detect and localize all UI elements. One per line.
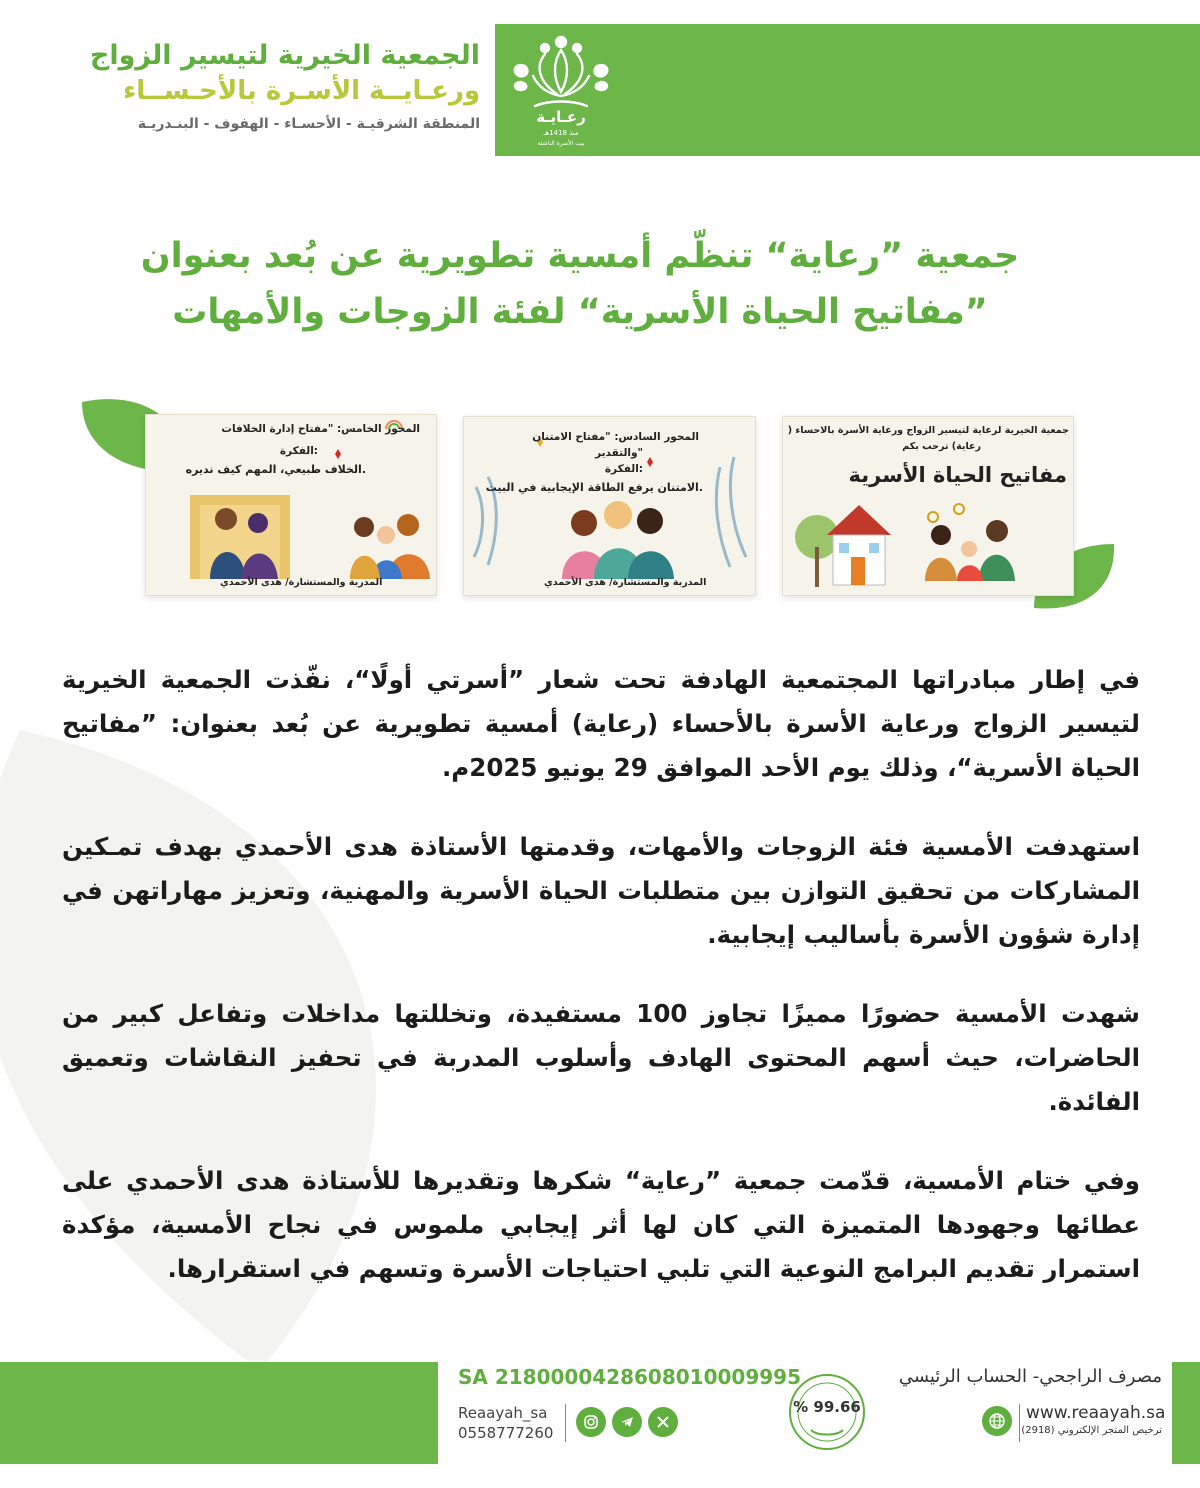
org-name: [20, 38, 480, 136]
slide3-title: مفاتيح الحياة الأسرية: [848, 463, 1067, 487]
article-body: [62, 658, 1140, 1326]
slide-photo-gratitude: [463, 416, 756, 596]
slide2-line1b: "والتقدير: [595, 447, 643, 459]
org-name-line2: ورعـايــة الأسـرة بالأحـســاء: [123, 76, 480, 106]
instagram-icon[interactable]: [576, 1407, 606, 1437]
logo-text: رعـايـة: [536, 108, 586, 126]
paragraph-2: استهدفت الأمسية فئة الزوجات والأمهات، وقدمتها الأستاذة هدى الأحمدي بهدف تمـكين المشاركات من تحقيق التوازن بين متطلبات الحياة الأسرية والمهنية، وتعزيز مهاراتهن في إدارة شؤون الأسرة بأساليب إيجابية.: [62, 832, 1140, 949]
title-line2: ”مفاتيح الحياة الأسرية“ لفئة الزوجات والأمهات: [172, 292, 988, 332]
bank-name: مصرف الراجحي- الحساب الرئيسي: [898, 1366, 1162, 1387]
page-title: [80, 228, 1080, 340]
slide1-line1: المحور الخامس: "مفتاح إدارة الخلافات: [221, 423, 420, 435]
social-handle[interactable]: Reaayah_sa: [458, 1404, 548, 1422]
org-regions: المنطقة الشرقيـة - الأحسـاء - الهفوف - البنـدريـة: [137, 116, 480, 132]
slide-photo-conflict: [145, 414, 437, 596]
slide2-line1: المحور السادس: "مفتاح الامتنان: [532, 431, 699, 443]
slide1-presenter: المدربة والمستشارة/ هدى الأحمدي: [220, 577, 383, 588]
phone-number[interactable]: 0558777260: [458, 1424, 554, 1442]
slide-photo-intro: [782, 416, 1074, 596]
x-icon[interactable]: [648, 1407, 678, 1437]
paragraph-1: في إطار مبادراتها المجتمعية الهادفة تحت شعار ”أسرتي أولًا“، نفّذت الجمعية الخيرية لتيسير الزواج ورعاية الأسرة بالأحساء (رعاية) أمسية تطويرية عن بُعد بعنوان: ”مفاتيح الحياة الأسرية“، وذلك يوم الأحد الموافق 29 يونيو 2025م.: [62, 665, 1140, 782]
slide2-line3: .الامتنان يرفع الطاقة الإيجابية في البيت: [485, 481, 703, 494]
paragraph-4: وفي ختام الأمسية، قدّمت جمعية ”رعاية“ شكرها وتقديرها للأستاذة هدى الأحمدي على عطائها وجهودها المتميزة التي كان لها أثر إيجابي ملموس في نجاح الأمسية، مؤكدة استمرار تقديم البرامج النوعية التي تلبي احتياجات الأسرة وتسهم في استقرارها.: [62, 1166, 1140, 1283]
slide2-presenter: المدربة والمستشارة/ هدى الأحمدي: [544, 577, 707, 588]
iban-number: SA 2180000428608010009995: [458, 1365, 801, 1389]
store-license: ترخيص المتجر الإلكتروني (2918): [1021, 1425, 1162, 1436]
slide3-line2: رعاية) ترحب بكم: [902, 441, 981, 452]
footer-divider-2: [1019, 1404, 1020, 1442]
slide3-line1: جمعية الخيرية لرعاية لتيسير الزواج ورعاية الأسرة بالاحساء (: [787, 425, 1069, 436]
logo: [505, 32, 617, 150]
compliance-percentage: % 99.66: [793, 1398, 861, 1416]
org-name-line1: الجمعية الخيرية لتيسير الزواج: [89, 40, 480, 71]
logo-tagline: بيت الأسرة الناشئة: [537, 140, 585, 147]
website-link[interactable]: www.reaayah.sa: [1026, 1403, 1166, 1423]
slide1-line2: :الفكرة: [279, 445, 318, 457]
telegram-icon[interactable]: [612, 1407, 642, 1437]
footer-banner-left: [0, 1362, 438, 1464]
globe-icon[interactable]: [982, 1406, 1012, 1436]
logo-since: منذ 1418هـ: [543, 129, 579, 137]
slide2-line2: :الفكرة: [604, 463, 643, 475]
title-line1: جمعية ”رعاية“ تنظّم أمسية تطويرية عن بُعد بعنوان: [140, 236, 1020, 276]
footer-divider: [565, 1404, 566, 1442]
footer-banner-right: [1172, 1362, 1200, 1464]
slide1-line3: .الخلاف طبيعي، المهم كيف نديره: [185, 463, 366, 476]
paragraph-3: شهدت الأمسية حضورًا مميزًا تجاوز 100 مستفيدة، وتخللتها مداخلات وتفاعل كبير من الحاضرات، حيث أسهم المحتوى الهادف وأسلوب المدربة في تحفيز النقاشات وتعميق الفائدة.: [62, 999, 1140, 1116]
